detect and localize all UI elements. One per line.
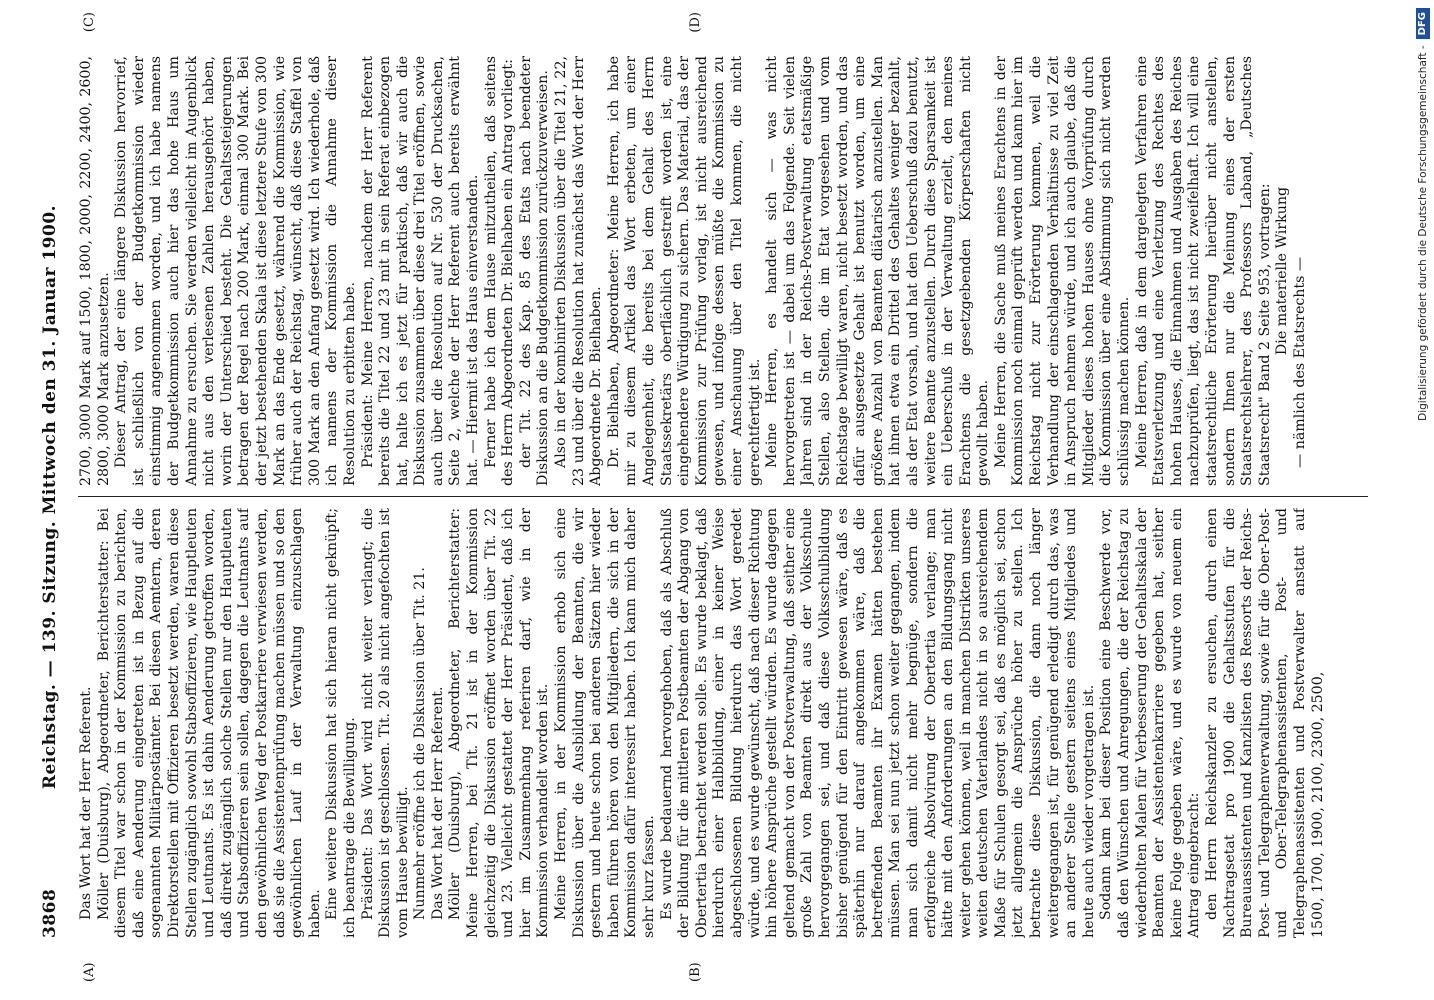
paragraph: Meine Herren, daß in dem dargelegten Verfahren eine Etatsverletzung und eine Verletzung des Rechtes des hohen Hauses, die Einnahmen und Ausgaben des Reiches nachzuprüfen, liegt, das ist nicht zweifelhaft. Ich will eine staatsrechtliche Erörterung hierüber nicht anstellen, sondern Ihnen nur die Meinung eines der ersten Staatsrechtslehrer, des Professors Laband, „Deutsches Staatsrecht" Band 2 Seite 953, vortragen: <box>1133 56 1273 486</box>
page-title: Reichstag. — 139. Sitzung. Mittwoch den 31. Januar 1900. <box>40 204 60 790</box>
dfg-logo: DFG <box>1416 8 1430 39</box>
paragraph: Möller (Duisburg), Abgeordneter, Berichterstatter: Meine Herren, bei Tit. 21 ist in der Kommission gleichzeitig die Diskussion eröffnet worden über Tit. 22 und 23. Vielleicht gestattet der Herr Präsident, daß ich hier im Zusammenhang referiren darf, wie in der Kommission verhandelt worden ist. <box>447 508 552 938</box>
quote-heading: Die materielle Wirkung <box>1274 186 1291 356</box>
paragraph: — nämlich des Etatsrechts — <box>1291 256 1308 468</box>
paragraph: Dieser Antrag, der eine längere Diskussion hervorrief, ist schließlich von der Budgetkommission wieder einstimmig angenommen worden, und ich habe namens der Budgetkommission auch hier das hohe Haus um Annahme zu ersuchen. Sie werden vielleicht im Augenblick nicht aus den verlesenen Zahlen herausgehört haben, worin der Unterschied besteht. Die Gehaltssteigerungen betragen der Regel nach 200 Mark, einmal 300 Mark. Bei der jetzt bestehenden Skala ist diese letztere Stufe von 300 Mark an das Ende gesetzt, während die Kommission, wie früher auch der Reichstag, wünscht, daß diese Staffel von 300 Mark an den Anfang gesetzt wird. Ich wiederhole, daß ich namens der Kommission die Annahme dieser Resolution zu erbitten habe. <box>113 56 358 486</box>
paragraph: Möller (Duisburg), Abgeordneter, Berichterstatter: Bei diesem Titel war schon in der Kommission zu berichten, daß eine Aenderung eingetreten ist in Bezug auf die sogenannten Militärpostämter. Bei diesen Aemtern, deren Direktorstellen mit Offizieren besetzt werden, waren diese Stellen zugänglich sowohl Stabsoffizieren, wie Hauptleuten und Leutnants. Es ist dahin Aenderung getroffen worden, daß direkt zugänglich solche Stellen nur den Hauptleuten und Stabsoffizieren sein sollen, dagegen die Leutnants auf den gewöhnlichen Weg der Postkarriere verwiesen werden, daß sie die Assistentenprüfung machen müssen und so den gewöhnlichen Lauf in der Verwaltung einzuschlagen haben. <box>95 508 323 938</box>
paragraph: Meine Herren, in der Kommission erhob sich eine Diskussion über die Ausbildung der Beamten, die wir gestern und heute schon bei anderen Sätzen hier wieder haben führen hören von den Mitgliedern, die sich in der Kommission dafür interessirt haben. Ich kann mich daher sehr kurz fassen. <box>553 508 657 938</box>
right-column <box>78 56 1368 486</box>
paragraph: Meine Herren, die Sache muß meines Erachtens in der Kommission noch einmal geprüft werden und kann hier im Reichstag nicht zur Erörterung kommen, weil die Verhandlung der einschlagenden Verhältnisse zu viel Zeit in Anspruch nehmen würde, und ich auch glaube, daß die Mitglieder dieses hohen Hauses ohne Vorprüfung durch die Kommission über eine Abstimmung sich nicht werden schlüssig machen können. <box>992 56 1133 486</box>
margin-marker-a: (A) <box>82 962 97 982</box>
paragraph: Dr. Bielhaben, Abgeordneter: Meine Herren, ich habe mir zu diesem Artikel das Wort erbeten, um einer Angelegenheit, die bereits bei dem Gehalt des Herrn Staatssekretärs oberflächlich gestreift worden ist, eine eingehendere Würdigung zu sichern. Das Material, das der Kommission zur Prüfung vorlag, ist nicht ausreichend gewesen, und infolge dessen müßte die Kommission zu einer Anschauung über den Titel kommen, die nicht gerechtfertigt ist. <box>605 56 763 486</box>
paragraph: Präsident: Das Wort wird nicht weiter verlangt; die Diskussion ist geschlossen. Tit. 20 als nicht angefochten ist vom Hause bewilligt. <box>359 508 411 938</box>
paragraph: Nunmehr eröffne ich die Diskussion über Tit. 21. <box>412 567 429 920</box>
paragraph: Präsident: Meine Herren, nachdem der Herr Referent bereits die Titel 22 und 23 mit in sein Referat einbezogen hat, halte ich es jetzt für praktisch, daß wir auch die Diskussion zusammen über diese drei Titel eröffnen, sowie auch über die Resolution auf Nr. 530 der Drucksachen, Seite 2, welche der Herr Referent auch bereits erwähnt hat. — Hiermit ist das Haus einverstanden. <box>359 56 482 486</box>
paragraph: Ferner habe ich dem Hause mitzutheilen, daß seitens des Herrn Abgeordneten Dr. Bielhaben ein Antrag vorliegt: <box>482 56 517 486</box>
paragraph: Sodann kam bei dieser Position eine Beschwerde vor, daß den Wünschen und Anregungen, die der Reichstag zu wiederholten Malen für Verbesserung der Gehaltsskala der Beamten der Assistentenkarriere gegeben hat, seither keine Folge gegeben wäre, und es wurde von neuem ein Antrag eingebracht: <box>1098 508 1203 938</box>
text-columns <box>78 12 1368 982</box>
column-divider <box>78 496 1368 497</box>
page-header <box>40 56 68 938</box>
paragraph: Eine weitere Diskussion hat sich hieran nicht geknüpft; ich beantrage die Bewilligung. <box>324 508 358 938</box>
paragraph: Es wurde bedauernd hervorgehoben, daß als Abschluß der Bildung für die mittleren Postbeamten der Abgang von Obertertia betrachtet werden solle. Es wurde beklagt, daß hierdurch einer Halbbildung, einer in keiner Weise abgeschlossenen Bildung hierdurch das Wort geredet würde, und es wurde gewünscht, daß nach dieser Richtung hin höhere Ansprüche gestellt würden. Es wurde dagegen geltend gemacht von der Postverwaltung, daß seither eine große Zahl von Beamten direkt aus der Volksschule hervorgegangen sei, und daß diese Volksschulbildung bisher genügend für den Eintritt gewesen wäre, daß es späterhin nur darauf angekommen wäre, daß die betreffenden Beamten ihr Examen hätten bestehen müssen. Man sei nun jetzt schon weiter gegangen, indem man sich damit nicht mehr begnüge, sondern die erfolgreiche Absolvirung der Obertertia verlange; man hätte mit den Anforderungen an den Bildungsgang nicht weiter gehen können, weil in manchen Distrikten unseres weiten deutschen Vaterlandes nicht in so ausreichendem Maße für Schulen gesorgt sei, daß es möglich sei, schon jetzt allgemein die Ansprüche höher zu stellen. Ich betrachte diese Diskussion, die dann noch länger weitergegangen ist, für genügend erledigt durch das, was an anderer Stelle gestern seitens eines Mitgliedes und heute auch wieder vorgetragen ist. <box>658 508 1097 938</box>
digitization-note <box>1414 8 1432 708</box>
page-number: 3868 <box>40 888 60 938</box>
paragraph: Meine Herren, es handelt sich — was nicht hervorgetreten ist — dabei um das Folgende. Seit vielen Jahren sind in der Reichs-Postverwaltung etatsmäßige Stellen, also Stellen, die im Etat vorgesehen und vom Reichstage bewilligt waren, nicht besetzt worden, und das dafür ausgesetzte Gehalt ist benutzt worden, um eine größere Anzahl von Beamten diätarisch anzustellen. Man hat ihnen etwa ein Drittel des Gehaltes weniger bezahlt, als der Etat vorsah, und hat den Ueberschuß dazu benutzt, weitere Beamte anzustellen. Durch diese Sparsamkeit ist ein Ueberschuß in der Verwaltung erzielt, den meines Erachtens die gesetzgebenden Körperschaften nicht gewollt haben. <box>764 56 992 486</box>
paragraph: Das Wort hat der Herr Referent. <box>78 686 94 920</box>
paragraph: Das Wort hat der Herr Referent. <box>429 686 446 920</box>
margin-marker-c: (C) <box>82 12 97 33</box>
quoted-motion: der Tit. 22 des Kap. 85 des Etats nach beendeter Diskussion an die Budgetkommission zurückzuverweisen. <box>517 56 552 486</box>
left-column <box>78 508 1368 938</box>
digitization-text: Digitalisierung gefördert durch die Deutsche Forschungsgemeinschaft - <box>1417 45 1429 421</box>
paragraph: 2700, 3000 Mark auf 1500, 1800, 2000, 2200, 2400, 2600, 2800, 3000 Mark anzusetzen. <box>78 56 112 486</box>
margin-marker-d: (D) <box>688 12 703 33</box>
margin-marker-b: (B) <box>688 962 703 982</box>
paragraph: Also in der kombinirten Diskussion über die Titel 21, 22, 23 und über die Resolution hat zunächst das Wort der Herr Abgeordnete Dr. Bielhaben. <box>553 56 605 486</box>
quoted-motion: den Herrn Reichskanzler zu ersuchen, durch einen Nachtragsetat pro 1900 die Gehaltsstufen für die Bureauassistenten und Kanzlisten des Ressorts der Reichs-Post- und Telegraphenverwaltung, sowie für die Ober-Post- und Ober-Telegraphenassistenten, Post- und Telegraphenassistenten und Postverwalter anstatt auf 1500, 1700, 1900, 2100, 2300, 2500, <box>1204 508 1326 938</box>
